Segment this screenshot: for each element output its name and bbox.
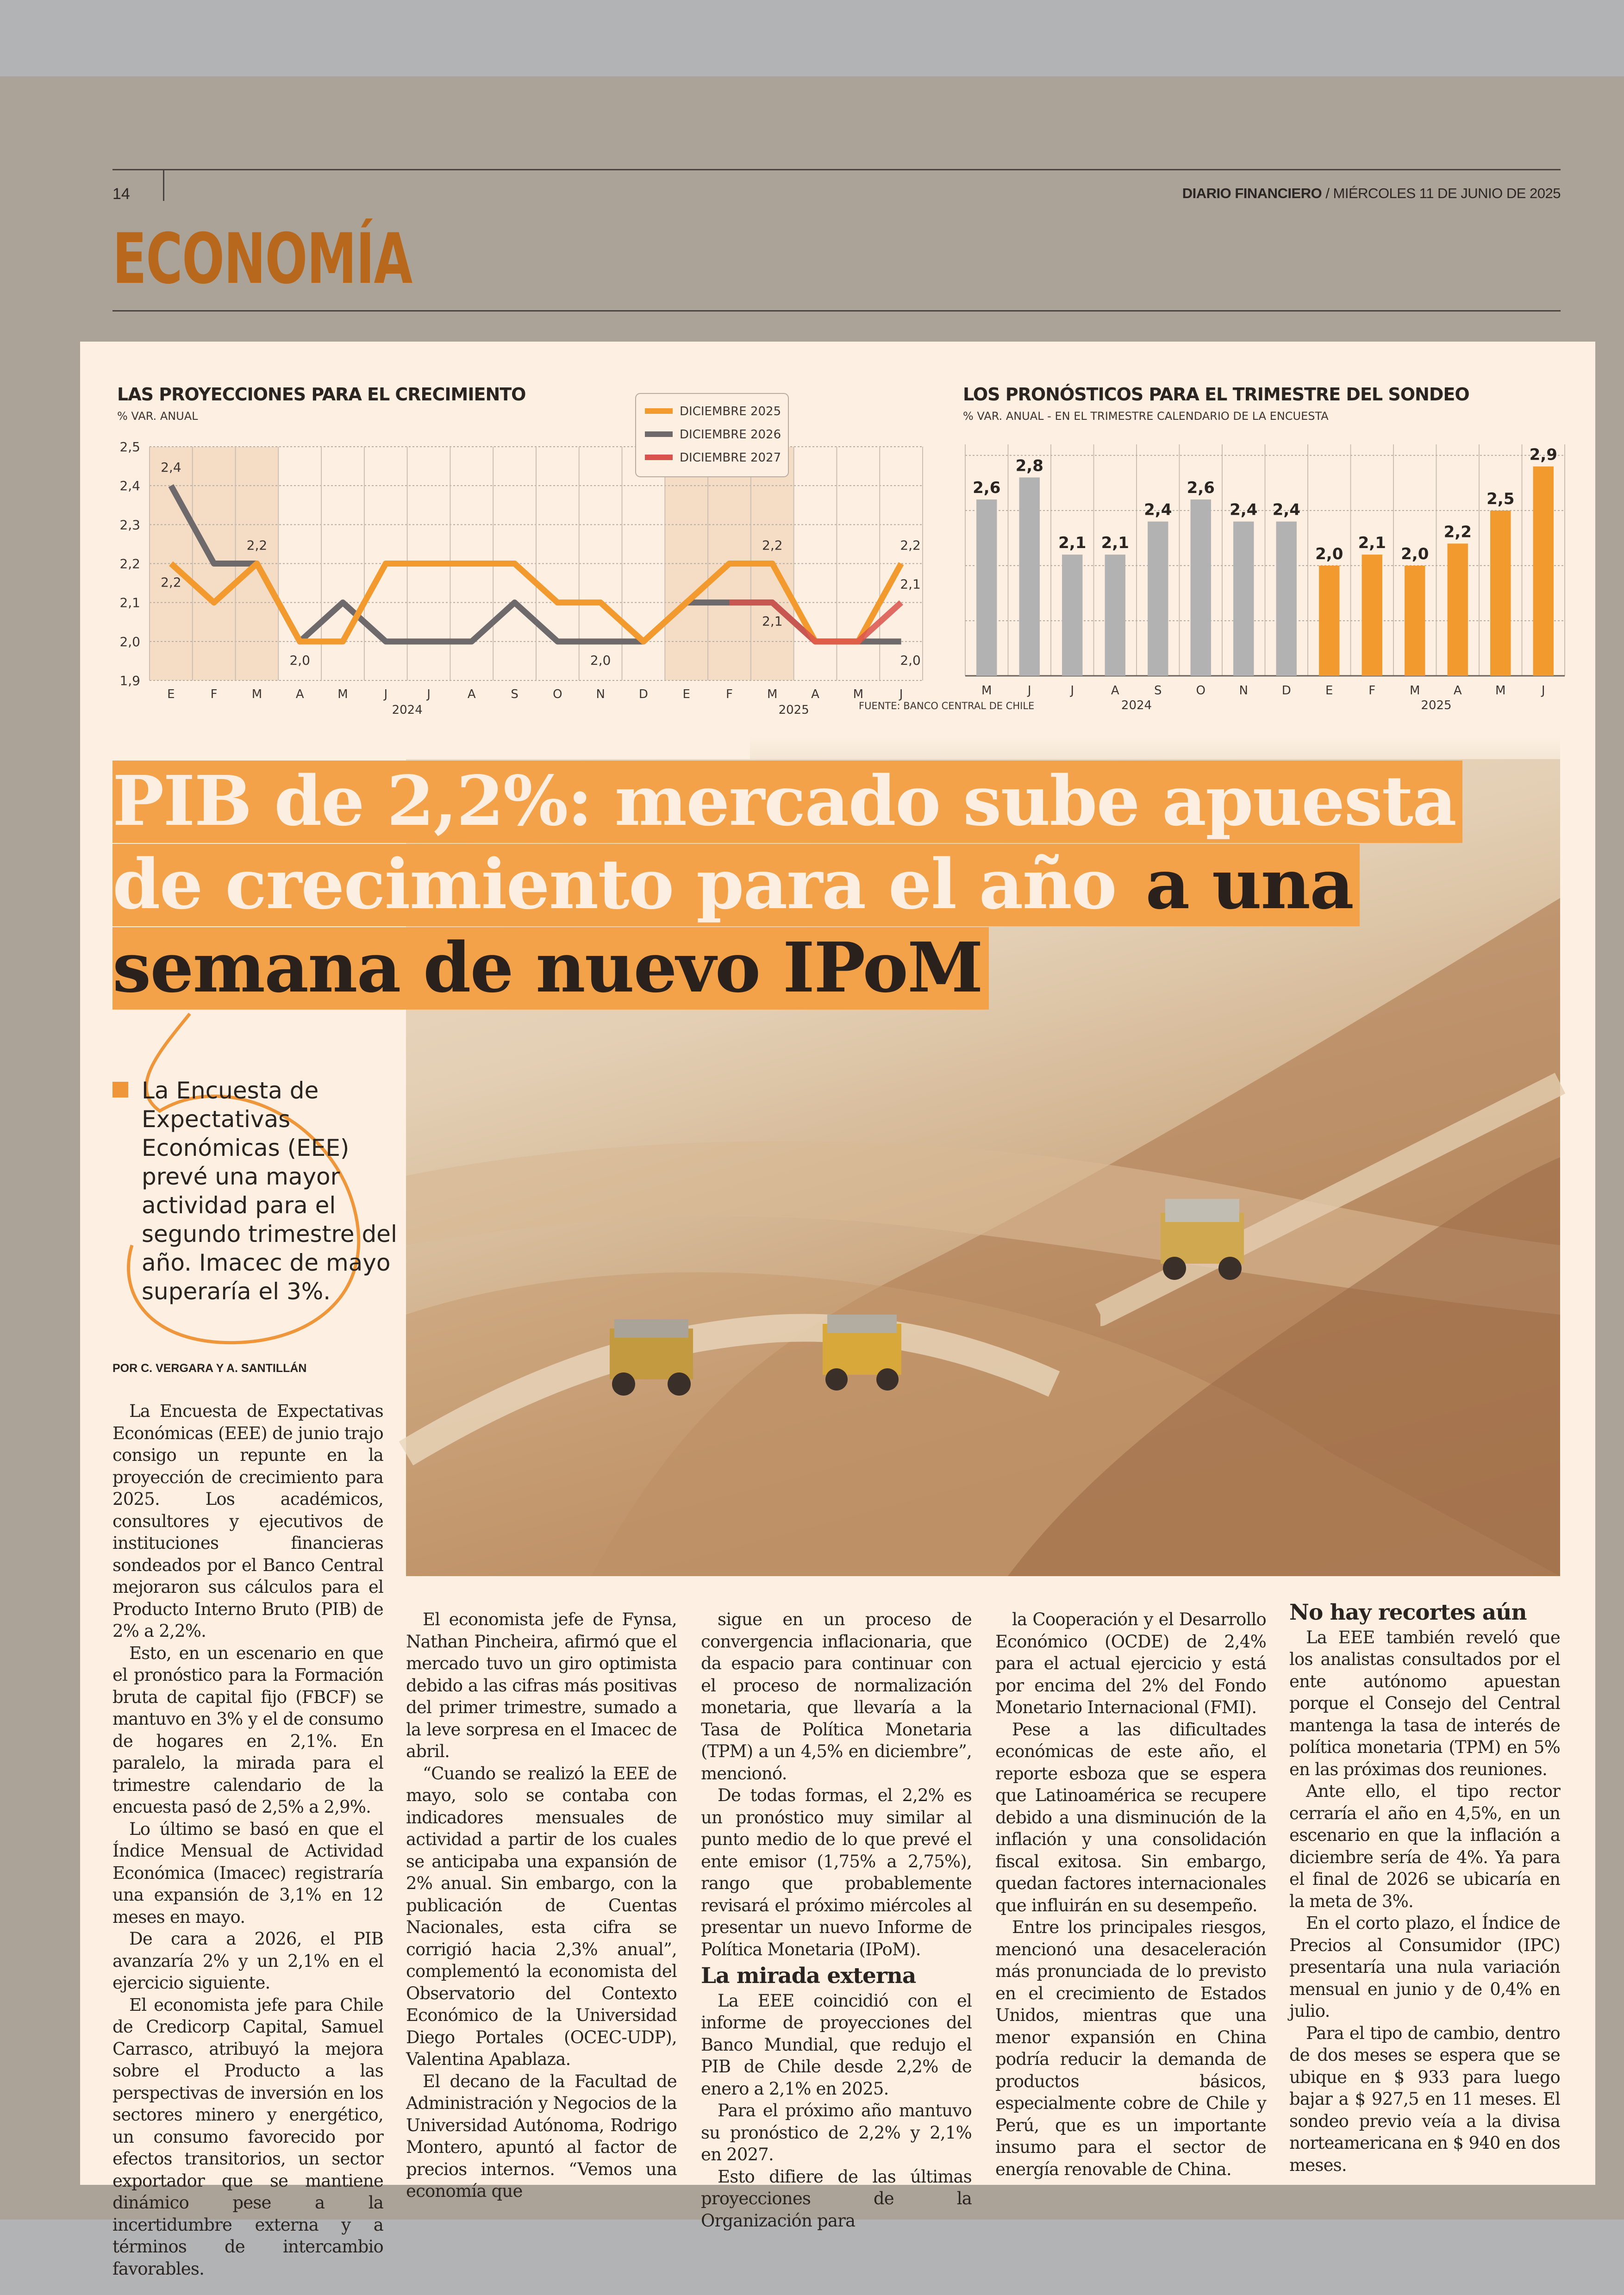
bar-value-label: 2,5 [1487,489,1515,508]
x-tick-label: E [682,687,690,701]
paragraph: Esto difiere de las últimas proyecciones de la Organización para [701,2166,972,2231]
headline-line-3 [112,929,989,1006]
x-tick-label: M [251,687,262,701]
paragraph: De cara a 2026, el PIB avanzaría 2% y un 2,1% en el ejercicio siguiente. [112,1929,383,1993]
x-tick-label: J [899,687,903,701]
x-tick-label: E [1325,684,1333,698]
bar [1105,555,1125,676]
y-tick-label: 2,2 [119,556,140,572]
x-tick-label: A [1111,684,1119,698]
x-tick-label: A [295,687,304,701]
paragraph: De todas formas, el 2,2% es un pronóstico muy similar al punto medio de lo que prevé el ente emisor (1,75% a 2,75%), rango que probablemente revisará el próximo miércoles al presentar un nuevo Informe de Política Monetaria (IPoM). [701,1785,972,1959]
bar-value-label: 2,6 [1187,479,1215,498]
x-tick-label: O [1196,684,1206,698]
column-2 [406,1609,677,2202]
paragraph: Para el tipo de cambio, dentro de dos meses se espera que se ubique en $ 933 para luego bajar a $ 927,5 en 11 meses. El sondeo previo veía a la divisa norteamericana en $ 940 en dos meses. [1289,2023,1560,2175]
bar-value-label: 2,1 [1358,534,1386,553]
year-label: 2024 [1121,698,1152,712]
header-bottom-rule [112,310,1561,312]
newspaper-name: DIARIO FINANCIERO [1182,185,1322,201]
data-label: 2,1 [900,576,921,592]
paragraph: El economista jefe para Chile de Credicorp Capital, Samuel Carrasco, atribuyó la mejora sobre el Producto a las perspectivas de inversión en los sectores minero y energético, un consumo favorecido por efectos transitorios, un sector exportador que se mantiene dinámico pese a la incertidumbre externa y a términos de intercambio favorables. [112,1995,383,2279]
paragraph: El economista jefe de Fynsa, Nathan Pincheira, afirmó que el mercado tuvo un giro optimista debido a las cifras más positivas del primer trimestre, sumado a la leve sorpresa en el Imacec de abril. [406,1609,677,1761]
bullet-square-icon [112,1082,128,1098]
x-tick-label: F [210,687,218,701]
bar [1533,467,1554,676]
section-title: ECONOMÍA [112,219,412,299]
subhead-no-hay-recortes: No hay recortes aún [1289,1600,1527,1625]
paragraph: En el corto plazo, el Índice de Precios al Consumidor (IPC) presentaría una nula variación mensual en junio y de 0,4% en julio. [1289,1913,1560,2021]
y-tick-label: 2,3 [119,517,140,533]
bar [1019,477,1040,676]
bar [1448,543,1468,676]
bar-value-label: 2,1 [1058,534,1087,553]
paragraph: Lo último se basó en que el Índice Mensual de Actividad Económica (Imacec) registraría una expansión de 3,1% en 12 meses en mayo. [112,1819,383,1927]
x-tick-label: J [427,687,431,701]
bar-value-label: 2,8 [1015,456,1043,475]
headline-text-3: semana de nuevo IPoM [112,927,989,1010]
column-1 [112,1400,383,2280]
paragraph: El decano de la Facultad de Administración y Negocios de la Universidad Autónoma, Rodrigo Montero, apuntó al factor de precios internos. “Vemos una economía que [406,2071,677,2201]
x-tick-label: D [1281,684,1291,698]
paragraph: Ante ello, el tipo rector cerraría el año en 4,5%, en un escenario en que la inflación a diciembre sería de 4%. Ya para el final de 2026 se ubicaría en la meta de 3%. [1289,1781,1560,1911]
y-tick-label: 2,0 [119,634,140,649]
year-label: 2025 [1421,698,1452,712]
x-tick-label: A [1453,684,1462,698]
data-label: 2,0 [289,652,310,668]
x-tick-label: J [1027,684,1031,698]
x-tick-label: F [726,687,733,701]
x-tick-label: S [511,687,518,701]
paragraph: sigue en un proceso de convergencia inflacionaria, que da espacio para continuar con el proceso de normalización monetaria, que llevaría a la Tasa de Política Monetaria (TPM) a un 4,5% en diciembre”, mencionó. [701,1609,972,1784]
legend-label: DICIEMBRE 2025 [680,405,781,418]
paragraph: Esto, en un escenario en que el pronóstico para la Formación bruta de capital fijo (FBCF) se mantuvo en 3% y el de consumo de hogares en 2,1%. En paralelo, la mirada para el trimestre calendario de la encuesta pasó de 2,5% a 2,9%. [112,1643,383,1817]
x-tick-label: S [1154,684,1162,698]
y-tick-label: 2,4 [119,478,140,494]
bar-value-label: 2,4 [1272,500,1300,519]
bar [1148,522,1168,676]
column-4 [995,1609,1266,2180]
y-tick-label: 1,9 [119,673,140,688]
quarter-bar-chart [859,435,1574,713]
bar-chart-subtitle: % VAR. ANUAL - EN EL TRIMESTRE CALENDARIO DE LA ENCUESTA [963,410,1329,423]
bar [1319,566,1339,676]
masthead [1182,185,1561,202]
x-tick-label: F [1368,684,1376,698]
column-5 [1289,1602,1560,2176]
x-tick-label: A [467,687,476,701]
bar-value-label: 2,4 [1144,500,1172,519]
x-tick-label: M [1495,684,1506,698]
x-tick-label: M [981,684,992,698]
x-tick-label: M [767,687,778,701]
bar [1405,566,1425,676]
headline-text-2b: a una [1123,844,1360,926]
headline-line-2 [112,846,1360,923]
issue-date: / MIÉRCOLES 11 DE JUNIO DE 2025 [1322,185,1561,201]
data-label: 2,2 [161,574,181,590]
x-tick-label: M [1410,684,1420,698]
headline-text-1: PIB de 2,2%: mercado sube apuesta [112,761,1462,843]
paragraph: La EEE también reveló que los analistas consultados por el ente autónomo apuestan porque el Consejo del Central mantenga la tasa de interés de política monetaria (TPM) en 5% en las próximas dos reuniones. [1289,1627,1560,1779]
data-label: 2,2 [762,537,783,553]
legend-label: DICIEMBRE 2027 [680,451,781,465]
bar-value-label: 2,0 [1315,544,1343,563]
y-tick-label: 2,5 [119,439,140,455]
bar [1362,555,1382,676]
subhead-mirada-externa: La mirada externa [701,1963,916,1989]
bar-value-label: 2,1 [1101,534,1129,553]
x-tick-label: O [553,687,562,701]
y-tick-label: 2,1 [119,595,140,611]
chart-source: FUENTE: BANCO CENTRAL DE CHILE [859,700,1035,711]
bar-value-label: 2,9 [1529,445,1557,464]
bar [1062,555,1082,676]
x-tick-label: A [811,687,819,701]
x-tick-label: M [337,687,348,701]
year-label: 2024 [392,703,423,717]
bar-value-label: 2,6 [973,479,1001,498]
x-tick-label: E [167,687,175,701]
paragraph: La EEE coincidió con el informe de proyecciones del Banco Mundial, que redujo el PIB de Chile desde 2,2% de enero a 2,1% en 2025. [701,1990,972,2099]
bar [1276,522,1297,676]
bar [1233,522,1254,676]
x-tick-label: N [1239,684,1248,698]
data-label: 2,0 [590,652,611,668]
folio-divider [163,170,164,201]
lead-text: La Encuesta de Expectativas Económicas (EEE) prevé una mayor actividad para el segundo trimestre del año. Imacec de mayo superaría el 3%. [142,1077,397,1305]
paragraph: Entre los principales riesgos, mencionó una desaceleración más pronunciada de lo previsto en el crecimiento de Estados Unidos, mientras que una menor expansión en China podría reducir la demanda de productos básicos, especialmente cobre de Chile y Perú, que es un importante insumo para el sector de energía renovable de China. [995,1917,1266,2179]
x-tick-label: M [853,687,864,701]
x-tick-label: N [596,687,605,701]
bar-value-label: 2,0 [1401,544,1429,563]
data-label: 2,2 [246,537,268,553]
data-label: 2,1 [762,613,783,629]
headline-text-2a: de crecimiento para el año [112,844,1123,926]
x-tick-label: J [1070,684,1074,698]
column-3 [701,1609,972,2232]
paragraph: “Cuando se realizó la EEE de mayo, solo se contaba con indicadores mensuales de actividad a partir de los cuales se anticipaba una expansión de 2% anual. Sin embargo, con la publicación de Cuentas Nacionales, esta cifra se corrigió hacia 2,3% anual”, complementó la economista del Observatorio del Contexto Económico de la Universidad Diego Portales (OCEC-UDP), Valentina Apablaza. [406,1763,677,2069]
headline-line-1 [112,763,1462,839]
bar [1490,511,1511,676]
byline: POR C. VERGARA Y A. SANTILLÁN [112,1362,307,1375]
bar [976,499,997,676]
bar-value-label: 2,2 [1443,523,1472,542]
line-chart-subtitle: % VAR. ANUAL [117,410,198,423]
year-label: 2025 [778,703,809,717]
page-number: 14 [112,185,130,203]
bar-value-label: 2,4 [1230,500,1258,519]
x-tick-label: J [384,687,388,701]
bar-chart-title: LOS PRONÓSTICOS PARA EL TRIMESTRE DEL SONDEO [963,384,1469,405]
data-label: 2,4 [161,460,181,475]
data-label: 2,0 [900,652,921,668]
paragraph: la Cooperación y el Desarrollo Económico (OCDE) de 2,4% para el actual ejercicio y está por encima del 2% del Fondo Monetario Internacional (FMI). [995,1609,1266,1717]
line-chart-title: LAS PROYECCIONES PARA EL CRECIMIENTO [117,384,526,405]
paragraph: Para el próximo año mantuvo su pronóstico de 2,2% y 2,1% en 2027. [701,2101,972,2164]
lead-summary [112,1076,397,1305]
paragraph: La Encuesta de Expectativas Económicas (EEE) de junio trajo consigo un repunte en la proyección de crecimiento para 2025. Los académicos, consultores y ejecutivos de instituciones financieras sondeados por el Banco Central mejoraron sus cálculos para el Producto Interno Bruto (PIB) de 2% a 2,2%. [112,1401,383,1641]
bar [1191,499,1211,676]
paragraph: Pese a las dificultades económicas de este año, el reporte esboza que se espera que Latinoamérica se recupere debido a una disminución de la inflación y una consolidación fiscal exitosa. Sin embargo, quedan factores internacionales que influirán en su desempeño. [995,1719,1266,1915]
data-label: 2,2 [900,537,921,553]
x-tick-label: J [1541,684,1545,698]
legend-label: DICIEMBRE 2026 [680,428,781,442]
header-top-rule [112,169,1561,170]
x-tick-label: D [638,687,648,701]
